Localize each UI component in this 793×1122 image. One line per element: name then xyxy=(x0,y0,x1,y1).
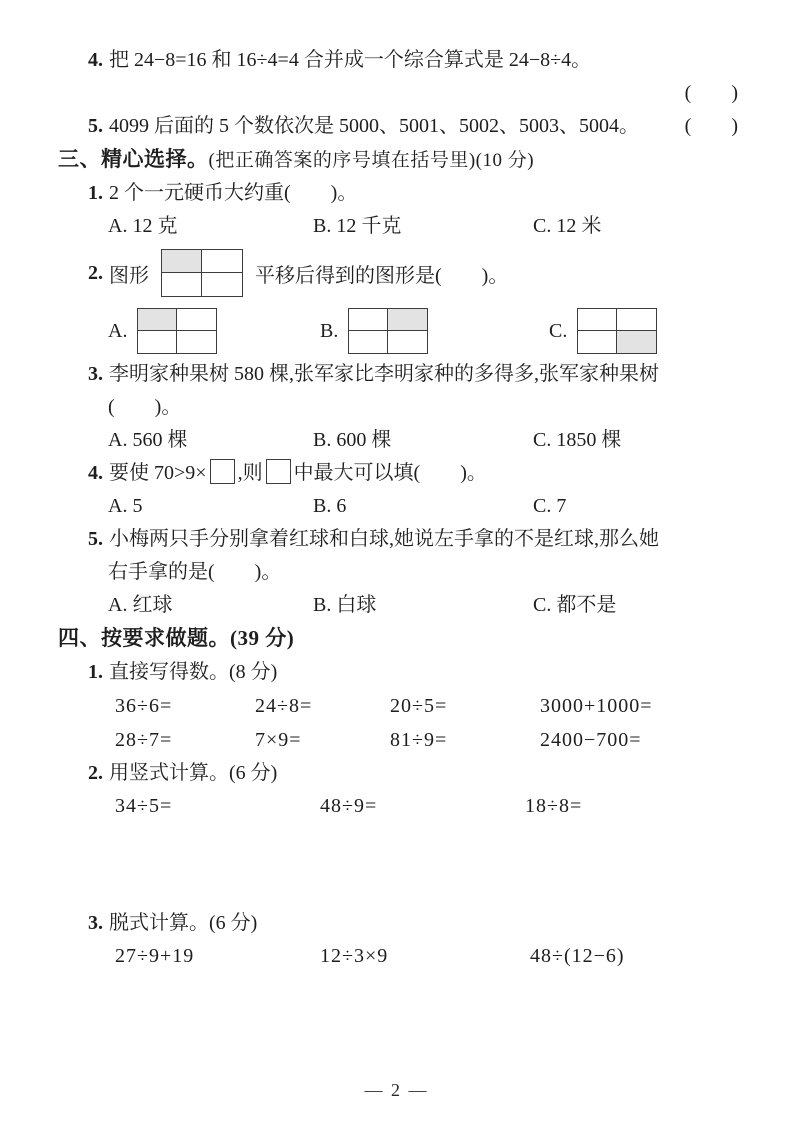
grid-cell-top-left-shaded xyxy=(138,309,177,331)
blank-box xyxy=(210,459,235,484)
section-title: 三、精心选择。 xyxy=(58,147,209,171)
blank-box xyxy=(266,459,291,484)
option-c: C. 12 米 xyxy=(533,215,602,237)
option-label: A. xyxy=(108,319,128,342)
calc-problem: 36÷6= xyxy=(115,695,173,717)
grid-cell-bottom-left xyxy=(162,273,202,296)
question-line xyxy=(88,110,639,143)
question-number: 4. xyxy=(88,49,103,71)
sub-question-number: 2. xyxy=(88,762,103,784)
calc-problem: 81÷9= xyxy=(390,729,448,751)
question-number: 1. xyxy=(88,182,103,204)
choice-q3-stem-line1 xyxy=(58,358,738,391)
option-c-grid xyxy=(577,308,657,354)
direct-calc-row-2 xyxy=(58,723,738,757)
question-number: 5. xyxy=(88,115,103,137)
calc-problem: 18÷8= xyxy=(525,795,583,817)
sub2-title xyxy=(58,757,738,790)
option-a-grid xyxy=(137,308,217,354)
calc-problem: 12÷3×9 xyxy=(320,945,389,967)
judge-question-5 xyxy=(58,110,738,143)
section-points: (39 分) xyxy=(230,626,295,650)
option-b-grid xyxy=(348,308,428,354)
question-text: 李明家种果树 580 棵,张军家比李明家种的多得多,张军家种果树 xyxy=(109,363,659,385)
option-b xyxy=(320,308,549,354)
choice-q5-stem-line1 xyxy=(58,523,738,556)
question-number: 4. xyxy=(88,462,103,484)
option-b: B. 12 千克 xyxy=(313,215,402,237)
question-text-suffix: 平移后得到的图形是( )。 xyxy=(255,264,509,287)
answer-paren-blank: ( ) xyxy=(684,82,738,104)
calc-problem: 2400−700= xyxy=(540,729,642,751)
option-c: C. 都不是 xyxy=(533,594,617,616)
grid-cell-top-right xyxy=(617,309,656,331)
question-text: 小梅两只手分别拿着红球和白球,她说左手拿的不是红球,那么她 xyxy=(109,528,659,550)
option-a: A. 560 棵 xyxy=(108,429,188,451)
sub3-title xyxy=(58,907,738,940)
question-number: 5. xyxy=(88,528,103,550)
question-text: 右手拿的是( )。 xyxy=(108,561,282,583)
calc-problem: 28÷7= xyxy=(115,729,173,751)
translation-figure-grid xyxy=(161,249,243,297)
section-title: 四、按要求做题。 xyxy=(58,626,230,650)
option-b: B. 600 棵 xyxy=(313,429,392,451)
sub-question-title: 用竖式计算。(6 分) xyxy=(109,762,278,784)
section-4-header xyxy=(58,622,738,656)
option-b: B. 白球 xyxy=(313,594,377,616)
section-note: (把正确答案的序号填在括号里)(10 分) xyxy=(208,150,535,171)
sub-question-title: 直接写得数。(8 分) xyxy=(109,661,278,683)
choice-q1-options xyxy=(58,210,738,243)
choice-q2-stem xyxy=(58,246,738,300)
question-number: 3. xyxy=(88,363,103,385)
grid-cell-top-right-shaded xyxy=(388,309,427,331)
grid-cell-bottom-right xyxy=(202,273,242,296)
option-a: A. 12 克 xyxy=(108,215,178,237)
grid-cell-bottom-left xyxy=(138,331,177,353)
direct-calc-row-1 xyxy=(58,689,738,723)
grid-cell-bottom-left xyxy=(349,331,388,353)
choice-q5-options xyxy=(58,589,738,622)
grid-cell-bottom-right xyxy=(177,331,216,353)
sub1-title xyxy=(58,656,738,689)
choice-q4-options xyxy=(58,490,738,523)
choice-q1-stem xyxy=(58,177,738,210)
question-number: 2. xyxy=(88,261,103,284)
vertical-calc-row xyxy=(58,790,738,823)
choice-q2-options xyxy=(58,308,738,354)
calc-problem: 27÷9+19 xyxy=(115,945,195,967)
calc-problem: 34÷5= xyxy=(115,795,173,817)
grid-cell-bottom-right xyxy=(388,331,427,353)
sub-question-number: 3. xyxy=(88,912,103,934)
judge-question-4-answer xyxy=(58,77,738,110)
grid-cell-top-left xyxy=(349,309,388,331)
answer-paren-blank: ( )。 xyxy=(108,396,182,418)
sub-question-title: 脱式计算。(6 分) xyxy=(109,912,258,934)
grid-cell-top-left xyxy=(578,309,617,331)
question-text: 2 个一元硬币大约重( )。 xyxy=(109,182,358,204)
grid-cell-bottom-right-shaded xyxy=(617,331,656,353)
option-a xyxy=(108,308,320,354)
option-c: C. 7 xyxy=(533,495,567,517)
choice-q3-options xyxy=(58,424,738,457)
option-b: B. 6 xyxy=(313,495,347,517)
question-text: 4099 后面的 5 个数依次是 5000、5001、5002、5003、5004。 xyxy=(109,115,639,137)
choice-q3-stem-line2 xyxy=(58,391,738,424)
calc-problem: 48÷(12−6) xyxy=(530,945,625,967)
calc-problem: 48÷9= xyxy=(320,795,378,817)
grid-cell-top-right xyxy=(202,250,242,273)
grid-cell-top-right xyxy=(177,309,216,331)
page-number: — 2 — xyxy=(364,1080,429,1100)
question-text: ,则 xyxy=(237,462,263,484)
option-c: C. 1850 棵 xyxy=(533,429,622,451)
grid-cell-bottom-left xyxy=(578,331,617,353)
step-calc-row xyxy=(58,940,738,973)
question-text-prefix: 图形 xyxy=(109,264,149,287)
option-c xyxy=(549,308,738,354)
question-text: 要使 70>9× xyxy=(109,462,207,484)
option-a: A. 红球 xyxy=(108,594,173,616)
sub-question-number: 1. xyxy=(88,661,103,683)
option-label: C. xyxy=(549,319,568,342)
choice-q4-stem xyxy=(58,457,738,490)
question-text: 中最大可以填( )。 xyxy=(293,462,487,484)
section-3-header xyxy=(58,143,738,177)
option-label: B. xyxy=(320,319,339,342)
calc-problem: 20÷5= xyxy=(390,695,448,717)
judge-question-4 xyxy=(58,44,738,77)
answer-paren-blank: ( ) xyxy=(684,115,738,137)
calc-problem: 7×9= xyxy=(255,729,302,751)
calc-problem: 24÷8= xyxy=(255,695,313,717)
choice-q5-stem-line2 xyxy=(58,556,738,589)
question-text: 把 24−8=16 和 16÷4=4 合并成一个综合算式是 24−8÷4。 xyxy=(109,49,592,71)
calc-problem: 3000+1000= xyxy=(540,695,653,717)
option-a: A. 5 xyxy=(108,495,143,517)
grid-cell-top-left-shaded xyxy=(162,250,202,273)
